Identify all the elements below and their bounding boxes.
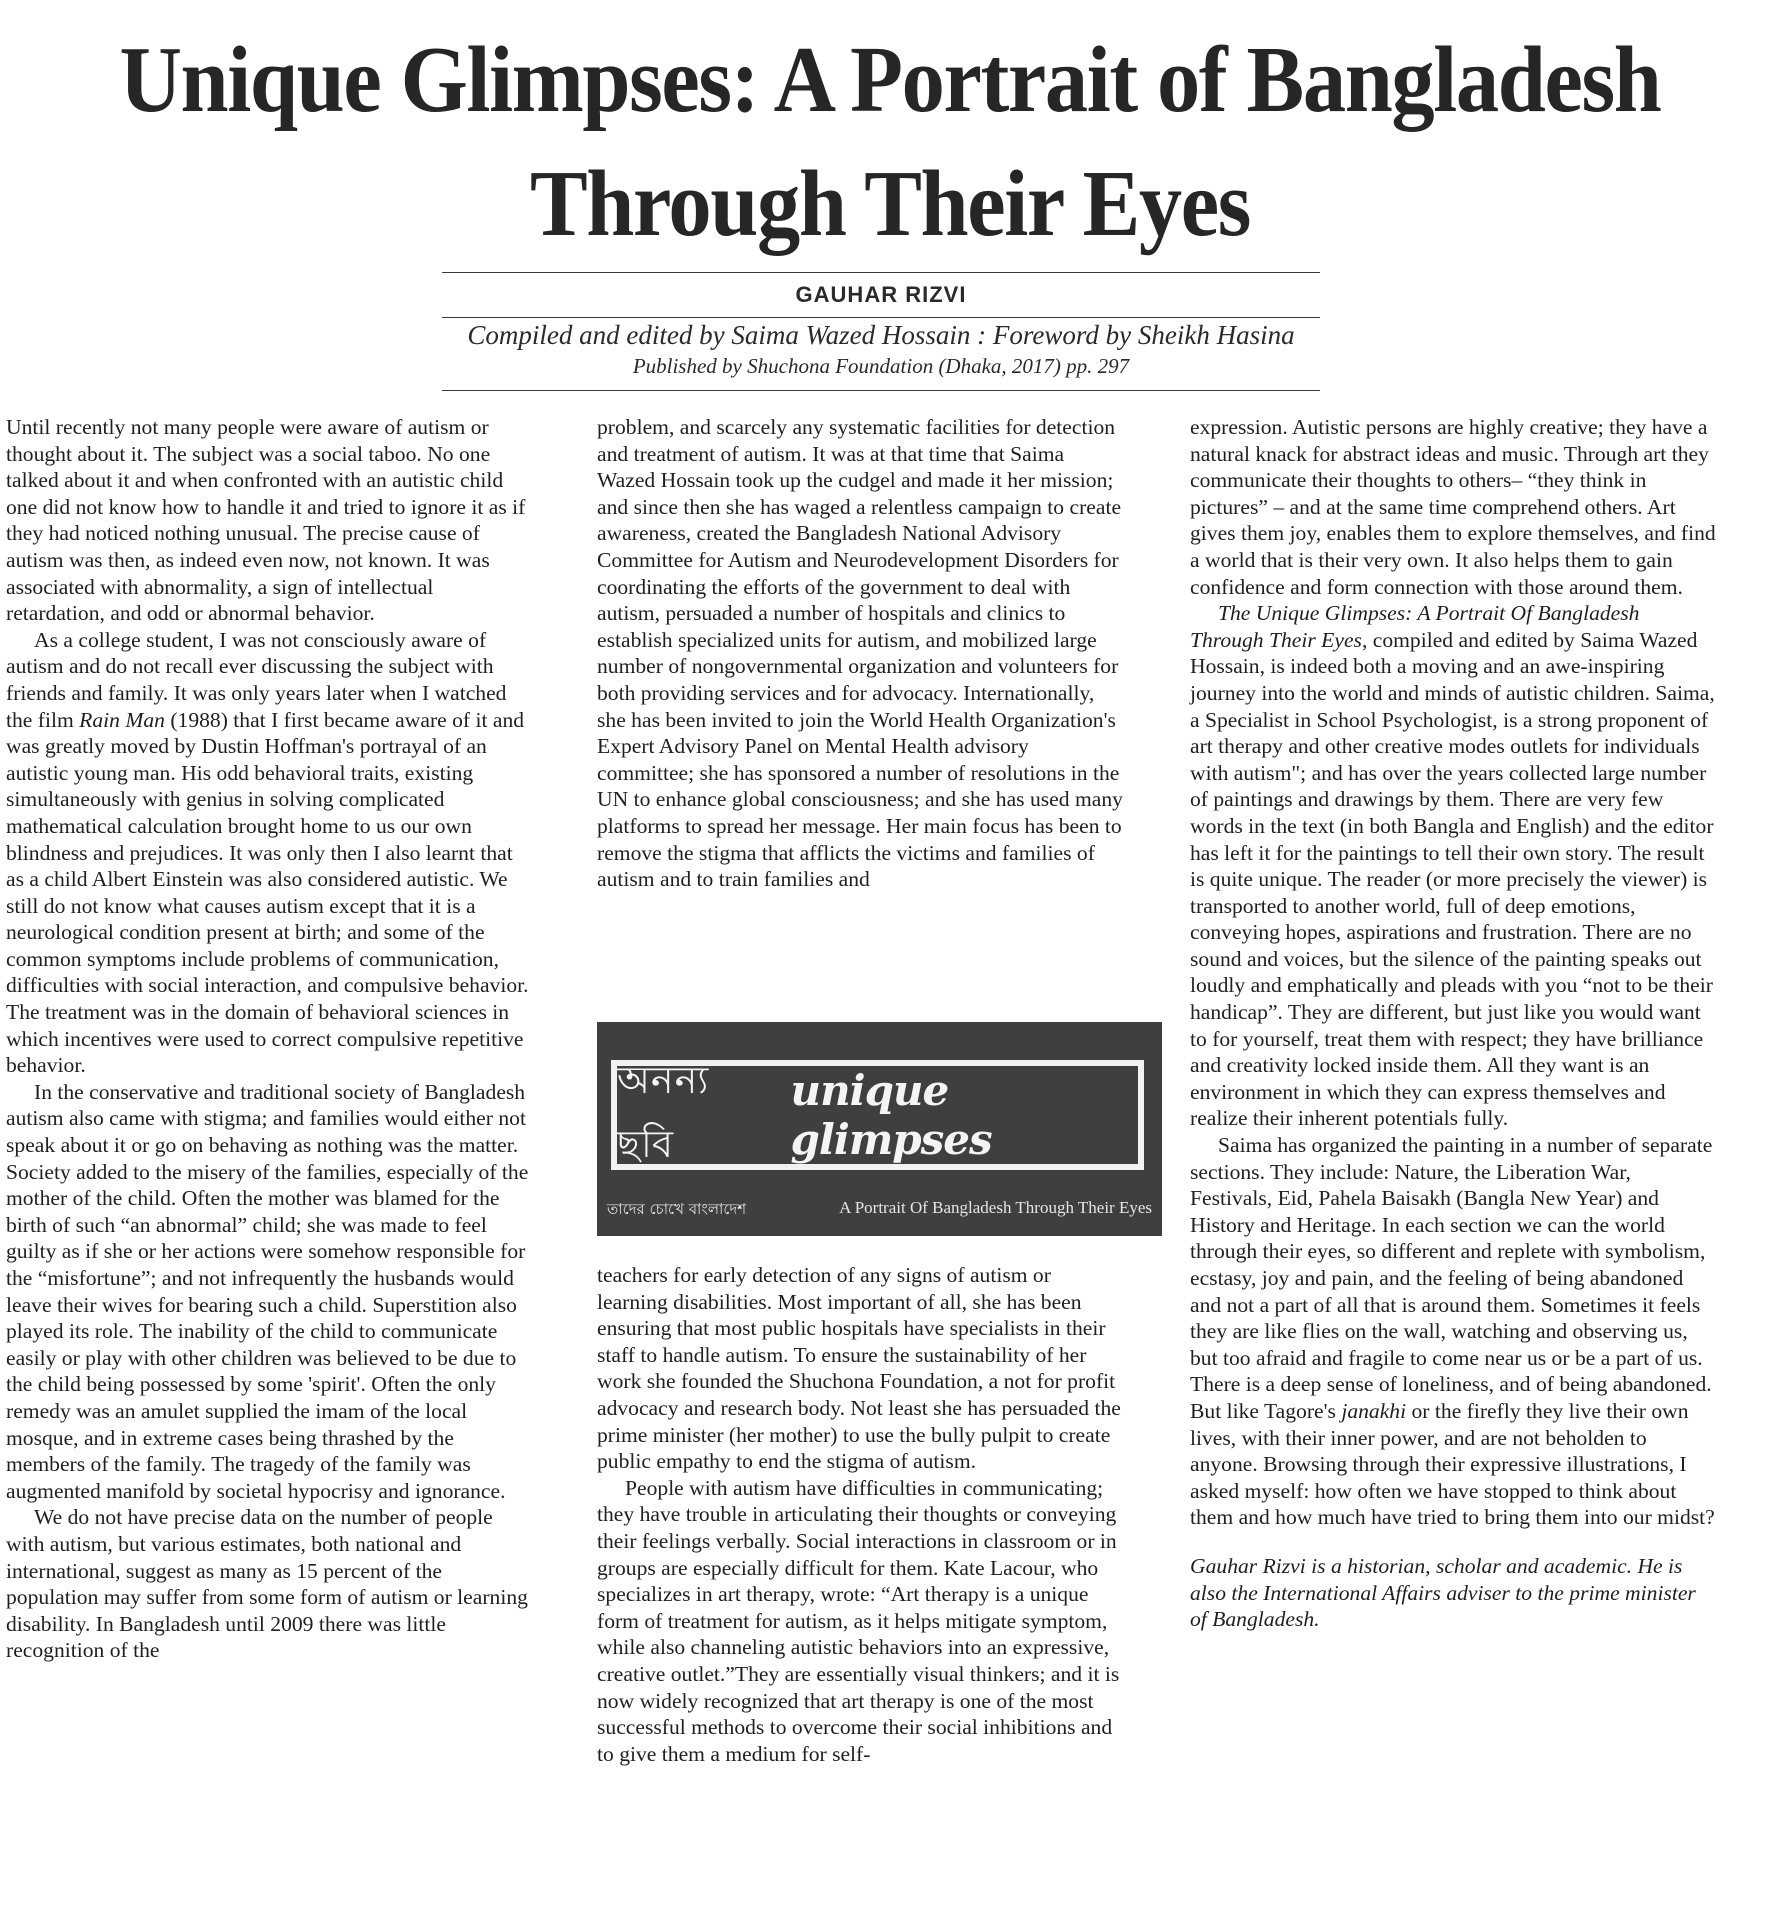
paragraph: teachers for early detection of any signs of autism or learning disabilities. Most important of all, she has been ensuring that most public hospitals have specialists in their staff to handle autism. To ensure the sustainability of her work she founded the Shuchona Foundation, a not for profit advocacy and research body. Not least she has persuaded the prime minister (her mother) to use the bully pulpit to create public empathy to end the stigma of autism.: [597, 1263, 1121, 1474]
book-cover-image: [597, 1022, 1162, 1236]
paragraph-text: As a college student, I was not consciously aware of autism and do not recall ever discussing the subject with friends and family. It was only years later when I watched the film: [6, 627, 507, 732]
author-bio: Gauhar Rizvi is a historian, scholar and academic. He is also the International Affairs adviser to the prime minister of Bangladesh.: [1190, 1553, 1696, 1632]
cover-script-title: unique glimpses: [790, 1066, 992, 1164]
paragraph-text: Saima has organized the painting in a number of separate sections. They include: Nature, the Liberation War, Festivals, Eid, Pahela Baisakh (Bangla New Year) and History and Heritage. In each section we can the world through their eyes, so different and replete with symbolism, ecstasy, joy and pain, and the feeling of being abandoned and not a part of all that is around them. Sometimes it feels they are like flies on the wall, watching and observing us, but too afraid and fragile to come near us or be a part of us. There is a deep sense of loneliness, and of being abandoned. But like Tagore's: [1190, 1133, 1713, 1423]
cover-title-frame: [611, 1060, 1144, 1170]
paragraph: [1190, 1132, 1717, 1531]
author-name: GAUHAR RIZVI: [795, 282, 967, 307]
bottom-rule: [442, 390, 1320, 391]
book-title-reference: The Unique Glimpses: A Portrait Of Bangladesh Through Their Eyes: [1190, 601, 1640, 652]
published-by-line: Published by Shuchona Foundation (Dhaka, 2017) pp. 297: [632, 354, 1130, 378]
byline-block: [442, 272, 1320, 391]
film-title: Rain Man: [79, 707, 165, 732]
paragraph: [6, 627, 533, 1079]
column-3: [1190, 414, 1717, 1633]
article-title: Unique Glimpses: A Portrait of Bangladesh Through Their Eyes: [119, 28, 1661, 256]
paragraph: expression. Autistic persons are highly creative; they have a natural knack for abstract ideas and music. Through art they communicate their thoughts to others– “they think in pictures” – and at the same time comprehend others. Art gives them joy, enables them to explore themselves, and find a world that is their very own. It also helps them to gain confidence and form connection with those around them.: [1190, 415, 1716, 599]
paragraph: [1190, 600, 1717, 1132]
paragraph: Until recently not many people were aware of autism or thought about it. The subject was a social taboo. No one talked about it and when confronted with an autistic child one did not know how to handle it and tried to ignore it as if they had noticed nothing unusual. The precise cause of autism was then, as indeed even now, not known. It was associated with abnormality, a sign of intellectual retardation, and odd or abnormal behavior.: [6, 415, 526, 626]
column-2-bottom: [597, 1262, 1124, 1767]
paragraph: We do not have precise data on the number of people with autism, but various estimates, both national and international, suggest as many as 15 percent of the population may suffer from some form of autism or learning disability. In Bangladesh until 2009 there was little recognition of the: [6, 1505, 528, 1663]
cover-bangla-title: অনন্য ছবি: [617, 1058, 710, 1166]
paragraph-text: (1988) that I first became aware of it and was greatly moved by Dustin Hoffman's portrayal of an autistic young man. His odd behavioral traits, existing simultaneously with genius in solving complicated mathematical calculation brought home to us our own blindness and prejudices. It was only then I also learnt that as a child Albert Einstein was also considered autistic. We still do not know what causes autism except that it is a neurological condition present at birth; and some of the common symptoms include problems of communication, difficulties with social interaction, and compulsive behavior. The treatment was in the domain of behavioral sciences in which incentives were used to correct compulsive repetitive behavior.: [6, 707, 529, 1078]
paragraph-text: or the firefly they live their own lives, with their inner power, and are not beholden to anyone. Browsing through their expressive illustrations, I asked myself: how often we have stopped to think about them and how much have tried to bring them into our midst?: [1190, 1398, 1715, 1530]
paragraph: problem, and scarcely any systematic facilities for detection and treatment of autism. It was at that time that Saima Wazed Hossain took up the cudgel and made it her mission; and since then she has waged a relentless campaign to create awareness, created the Bangladesh National Advisory Committee for Autism and Neurodevelopment Disorders for coordinating the efforts of the government to deal with autism, persuaded a number of hospitals and clinics to establish specialized units for autism, and mobilized large number of nongovernmental organization and volunteers for both providing services and for advocacy. Internationally, she has been invited to join the World Health Organization's Expert Advisory Panel on Mental Health advisory committee; she has sponsored a number of resolutions in the UN to enhance global consciousness; and she has used many platforms to spread her message. Her main focus has been to remove the stigma that afflicts the victims and families of autism and to train families and: [597, 415, 1123, 892]
paragraph-text: , compiled and edited by Saima Wazed Hossain, is indeed both a moving and an awe-inspiring journey into the world and minds of autistic children. Saima, a Specialist in School Psychologist, is a strong proponent of art therapy and other creative modes outlets for individuals with autism"; and has over the years collected large number of paintings and drawings by them. There are very few words in the text (in both Bangla and English) and the editor has left it for the paintings to tell their own story. The result is quite unique. The reader (or more precisely the viewer) is transported to another world, full of deep emotions, conveying hopes, aspirations and frustration. There are no sound and voices, but the silence of the painting speaks out loudly and emphatically and pleads with you “not to be their handicap”. They are different, but just like you would want to for yourself, treat them with respect; they have brilliance and creativity locked inside them. All they want is an environment in which they can express themselves and realize their inherent potentials fully.: [1190, 627, 1715, 1131]
column-1: [6, 414, 533, 1664]
compiled-by-line: Compiled and edited by Saima Wazed Hossain : Foreword by Sheikh Hasina: [467, 320, 1295, 350]
paragraph: In the conservative and traditional society of Bangladesh autism also came with stigma; and families would either not speak about it or go on behaving as nothing was the matter. Society added to the misery of the families, especially of the mother of the child. Often the mother was blamed for the birth of such “an abnormal” child; she was made to feel guilty as if she or her actions were somehow responsible for the “misfortune”; and not infrequently the husbands would leave their wives for bearing such a child. Superstition also played its role. The inability of the child to communicate easily or play with other children was believed to be due to the child being possessed by some 'spirit'. Often the only remedy was an amulet supplied the imam of the local mosque, and in extreme cases being thrashed by the members of the family. The tragedy of the family was augmented manifold by societal hypocrisy and ignorance.: [6, 1079, 529, 1503]
cover-subtitle-row: [607, 1198, 1152, 1223]
column-2-top: [597, 414, 1124, 893]
janakhi-term: janakhi: [1341, 1398, 1407, 1423]
cover-bangla-subtitle: তাদের চোখে বাংলাদেশ: [607, 1200, 747, 1218]
paragraph: People with autism have difficulties in communicating; they have trouble in articulating their thoughts or conveying their feelings verbally. Social interactions in classroom or in groups are especially difficult for them. Kate Lacour, who specializes in art therapy, wrote: “Art therapy is a unique form of treatment for autism, as it helps mitigate symptom, while also channeling autistic behaviors into an expressive, creative outlet.”They are essentially visual thinkers; and it is now widely recognized that art therapy is one of the most successful methods to overcome their social inhibitions and to give them a medium for self-: [597, 1475, 1120, 1766]
cover-english-subtitle: A Portrait Of Bangladesh Through Their Eyes: [839, 1198, 1152, 1217]
